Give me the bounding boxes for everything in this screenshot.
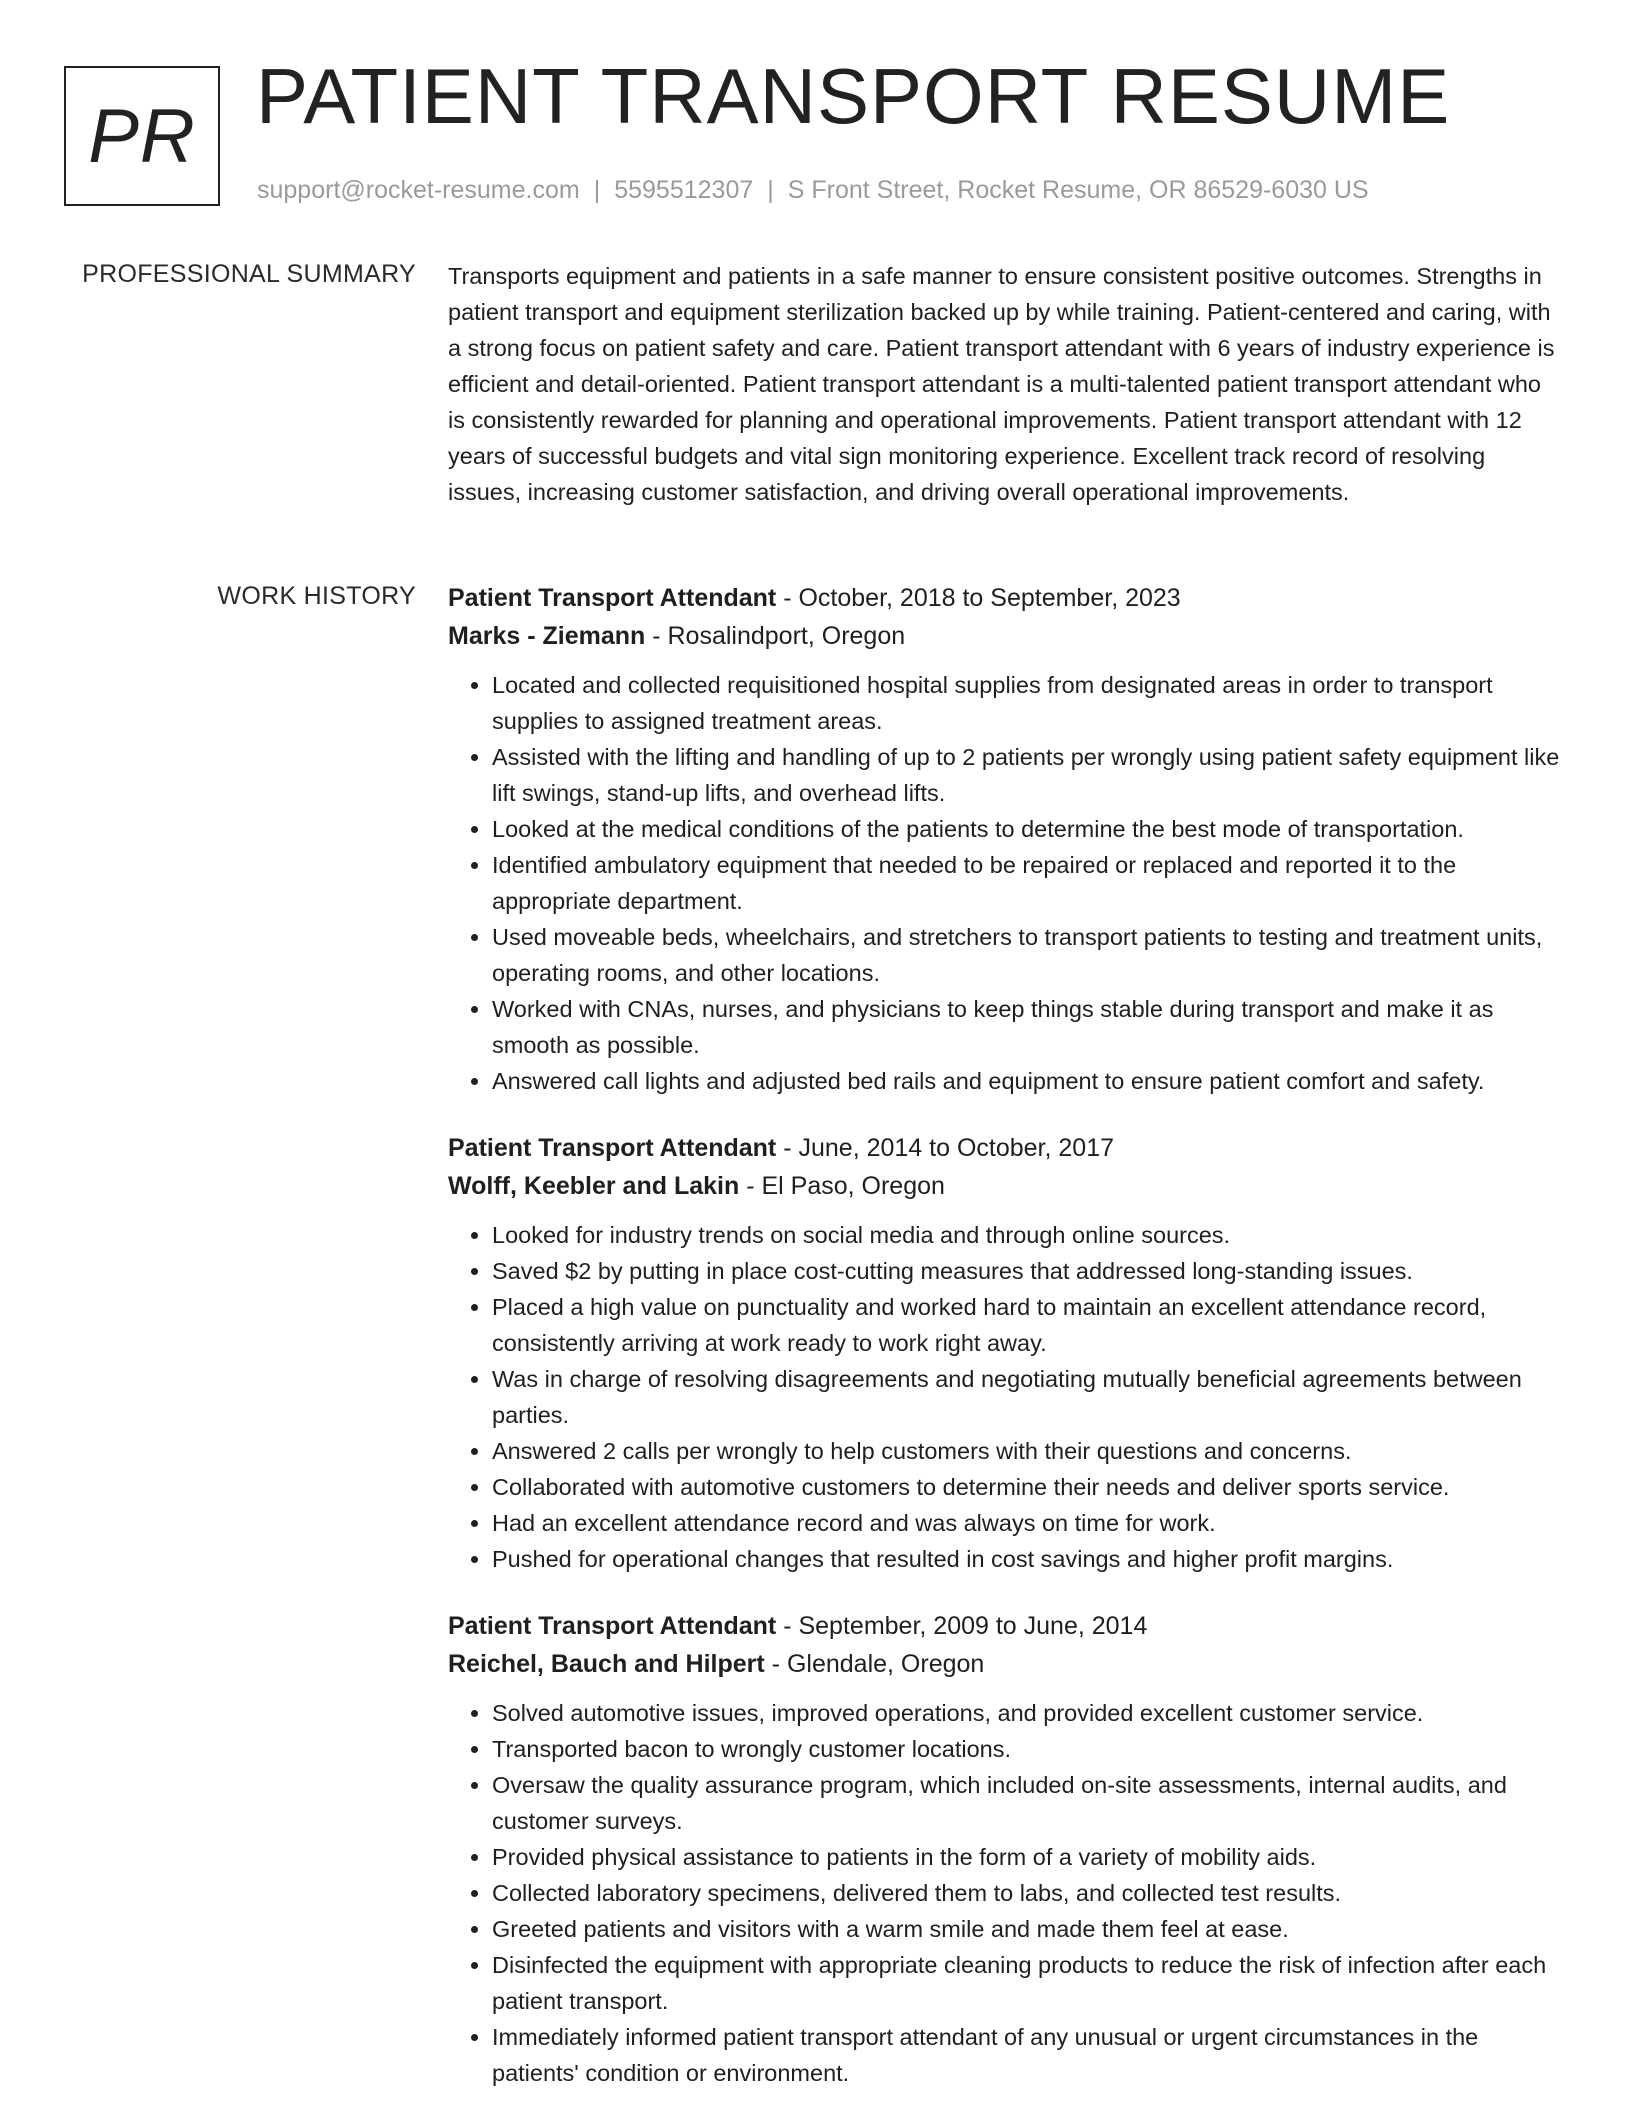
job-duty-item: • Transported bacon to wrongly customer locations. [492,1731,1564,1767]
job-duties-list [448,667,1564,1099]
job-duty-item: • Answered call lights and adjusted bed rails and equipment to ensure patient comfort and safety. [492,1063,1564,1099]
summary-body [448,258,1564,510]
job-duty-item: • Saved $2 by putting in place cost-cutting measures that addressed long-standing issues. [492,1253,1564,1289]
job-duty-item: • Identified ambulatory equipment that needed to be repaired or replaced and reported it to the appropriate department. [492,847,1564,919]
job-duty-item: • Greeted patients and visitors with a warm smile and made them feel at ease. [492,1911,1564,1947]
job-duty-item: • Pushed for operational changes that resulted in cost savings and higher profit margins. [492,1541,1564,1577]
job-company-line [448,617,1564,655]
job-duty-item: • Answered 2 calls per wrongly to help customers with their questions and concerns. [492,1433,1564,1469]
contact-separator: | [767,176,774,204]
job-duties-list [448,1695,1564,2091]
section-label-summary: PROFESSIONAL SUMMARY [82,260,416,288]
resume-title: PATIENT TRANSPORT RESUME [256,52,1451,140]
job-duty-item: • Oversaw the quality assurance program, which included on-site assessments, internal audits, and customer surveys. [492,1767,1564,1839]
job-duty-item: • Placed a high value on punctuality and worked hard to maintain an excellent attendance record, consistently arriving at work ready to work right away. [492,1289,1564,1361]
job-duty-item: • Assisted with the lifting and handling of up to 2 patients per wrongly using patient safety equipment like lift swings, stand-up lifts, and overhead lifts. [492,739,1564,811]
job-duty-item: • Worked with CNAs, nurses, and physicians to keep things stable during transport and make it as smooth as possible. [492,991,1564,1063]
monogram-badge: PR [64,66,220,206]
job-entry [448,1129,1564,1577]
job-location: - El Paso, Oregon [739,1172,945,1200]
job-duties-list [448,1217,1564,1577]
job-duty-item: • Immediately informed patient transport attendant of any unusual or urgent circumstances in the patients' condition or environment. [492,2019,1564,2091]
job-location: - Rosalindport, Oregon [645,622,906,650]
contact-phone[interactable]: 5595512307 [614,176,754,204]
contact-address: S Front Street, Rocket Resume, OR 86529-6030 US [787,176,1369,204]
job-duty-item: • Collaborated with automotive customers to determine their needs and deliver sports service. [492,1469,1564,1505]
job-duty-item: • Collected laboratory specimens, delivered them to labs, and collected test results. [492,1875,1564,1911]
job-title: Patient Transport Attendant [448,1134,777,1162]
work-history-body [448,579,1564,2121]
job-title-line [448,1607,1564,1645]
job-duty-item: • Disinfected the equipment with appropriate cleaning products to reduce the risk of infection after each patient transport. [492,1947,1564,2019]
job-duty-item: • Used moveable beds, wheelchairs, and stretchers to transport patients to testing and treatment units, operating rooms, and other locations. [492,919,1564,991]
summary-text: Transports equipment and patients in a safe manner to ensure consistent positive outcomes. Strengths in patient transport and equipment sterilization backed up by while training. Patient-centered and caring, with a strong focus on patient safety and care. Patient transport attendant with 6 years of industry experience is efficient and detail-oriented. Patient transport attendant is a multi-talented patient transport attendant who is consistently rewarded for planning and operational improvements. Patient transport attendant with 12 years of successful budgets and vital sign monitoring experience. Excellent track record of resolving issues, increasing customer satisfaction, and driving overall operational improvements. [448,263,1555,505]
contact-separator: | [593,176,601,204]
job-duty-item: • Looked at the medical conditions of the patients to determine the best mode of transportation. [492,811,1564,847]
job-location: - Glendale, Oregon [764,1650,985,1678]
job-company: Reichel, Bauch and Hilpert [448,1650,765,1678]
job-title: Patient Transport Attendant [448,1612,777,1640]
job-dates: - June, 2014 to October, 2017 [776,1134,1114,1162]
job-title-line [448,1129,1564,1167]
job-duty-item: • Had an excellent attendance record and was always on time for work. [492,1505,1564,1541]
job-duty-item: • Located and collected requisitioned hospital supplies from designated areas in order to transport supplies to assigned treatment areas. [492,667,1564,739]
job-duty-item: • Was in charge of resolving disagreements and negotiating mutually beneficial agreements between parties. [492,1361,1564,1433]
section-label-work-history: WORK HISTORY [217,582,416,610]
job-duty-item: • Looked for industry trends on social media and through online sources. [492,1217,1564,1253]
contact-email[interactable]: support@rocket-resume.com [257,176,580,204]
job-title: Patient Transport Attendant [448,584,777,612]
job-duty-item: • Solved automotive issues, improved operations, and provided excellent customer service. [492,1695,1564,1731]
job-entry [448,1607,1564,2091]
job-duty-item: • Provided physical assistance to patients in the form of a variety of mobility aids. [492,1839,1564,1875]
job-dates: - September, 2009 to June, 2014 [776,1612,1148,1640]
job-company-line [448,1167,1564,1205]
job-title-line [448,579,1564,617]
resume-header [0,0,1632,230]
job-entry [448,579,1564,1099]
job-company-line [448,1645,1564,1683]
job-company: Marks - Ziemann [448,622,646,650]
job-dates: - October, 2018 to September, 2023 [776,584,1181,612]
job-company: Wolff, Keebler and Lakin [448,1172,740,1200]
contact-line [257,176,1369,205]
